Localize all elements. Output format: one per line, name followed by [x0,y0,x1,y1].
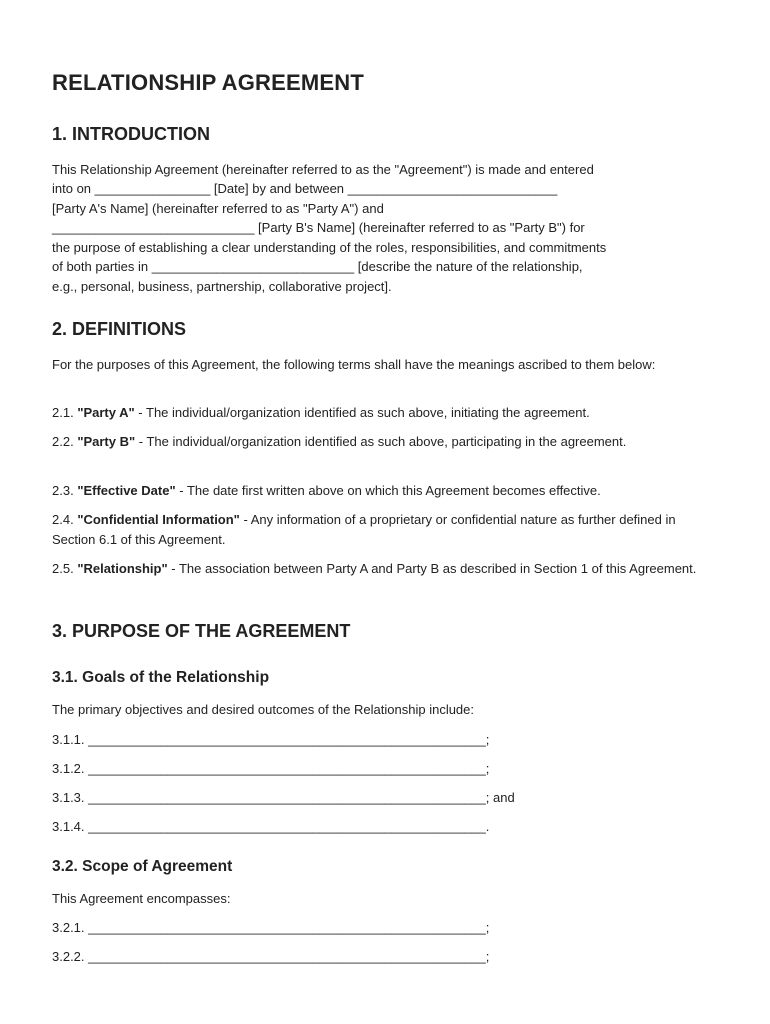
goal-item-blank: 3.1.2. _______________________________________________________; [52,761,490,776]
definition-number: 2.2. [52,434,74,449]
goals-intro: The primary objectives and desired outcomes of the Relationship include: [52,702,475,717]
definition-number: 2.4. [52,512,74,527]
definition-number: 2.1. [52,405,74,420]
definition-term: "Party A" [77,405,135,420]
subsection-heading-scope: 3.2. Scope of Agreement [52,858,233,875]
section-heading-introduction: 1. INTRODUCTION [52,124,211,144]
definition-text: - The association between Party A and Party B as described in Section 1 of this Agreement. [167,561,697,576]
definition-item [52,403,722,423]
definition-text: - The date first written above on which this Agreement becomes effective. [175,483,601,498]
goal-item-blank: 3.1.3. _______________________________________________________; and [52,790,515,805]
definition-number: 2.3. [52,483,74,498]
definitions-intro: For the purposes of this Agreement, the following terms shall have the meanings ascribed to them below: [52,357,656,372]
scope-intro: This Agreement encompasses: [52,891,231,906]
document-title: RELATIONSHIP AGREEMENT [52,70,365,95]
subsection-heading-goals: 3.1. Goals of the Relationship [52,669,270,686]
intro-line: of both parties in ____________________________ [describe the nature of the relationship, [52,259,583,274]
scope-item-blank: 3.2.1. _______________________________________________________; [52,920,490,935]
definition-item [52,510,722,549]
intro-line: the purpose of establishing a clear understanding of the roles, responsibilities, and commitments [52,240,607,255]
definition-number: 2.5. [52,561,74,576]
definition-text: - The individual/organization identified as such above, participating in the agreement. [135,434,627,449]
scope-item-blank: 3.2.2. _______________________________________________________; [52,949,490,964]
intro-line: This Relationship Agreement (hereinafter referred to as the "Agreement") is made and entered [52,162,594,177]
definition-item [52,432,722,452]
intro-line: ____________________________ [Party B's Name] (hereinafter referred to as "Party B") for [52,220,585,235]
definition-text: - The individual/organization identified as such above, initiating the agreement. [134,405,590,420]
definition-item [52,559,722,579]
definition-term: "Effective Date" [77,483,176,498]
definition-term: "Confidential Information" [77,512,240,527]
goal-item-blank: 3.1.4. _______________________________________________________. [52,819,490,834]
intro-line: e.g., personal, business, partnership, collaborative project]. [52,279,392,294]
intro-line: into on ________________ [Date] by and between _____________________________ [52,181,558,196]
section-heading-purpose: 3. PURPOSE OF THE AGREEMENT [52,621,351,641]
goal-item-blank: 3.1.1. _______________________________________________________; [52,732,490,747]
definition-term: "Relationship" [77,561,168,576]
definition-item [52,481,722,501]
section-heading-definitions: 2. DEFINITIONS [52,319,187,339]
definition-text: - Any information of a proprietary or confidential nature as further defined in Section 6.1 of this Agreement. [52,512,676,547]
definition-term: "Party B" [77,434,136,449]
intro-line: [Party A's Name] (hereinafter referred to as "Party A") and [52,201,384,216]
